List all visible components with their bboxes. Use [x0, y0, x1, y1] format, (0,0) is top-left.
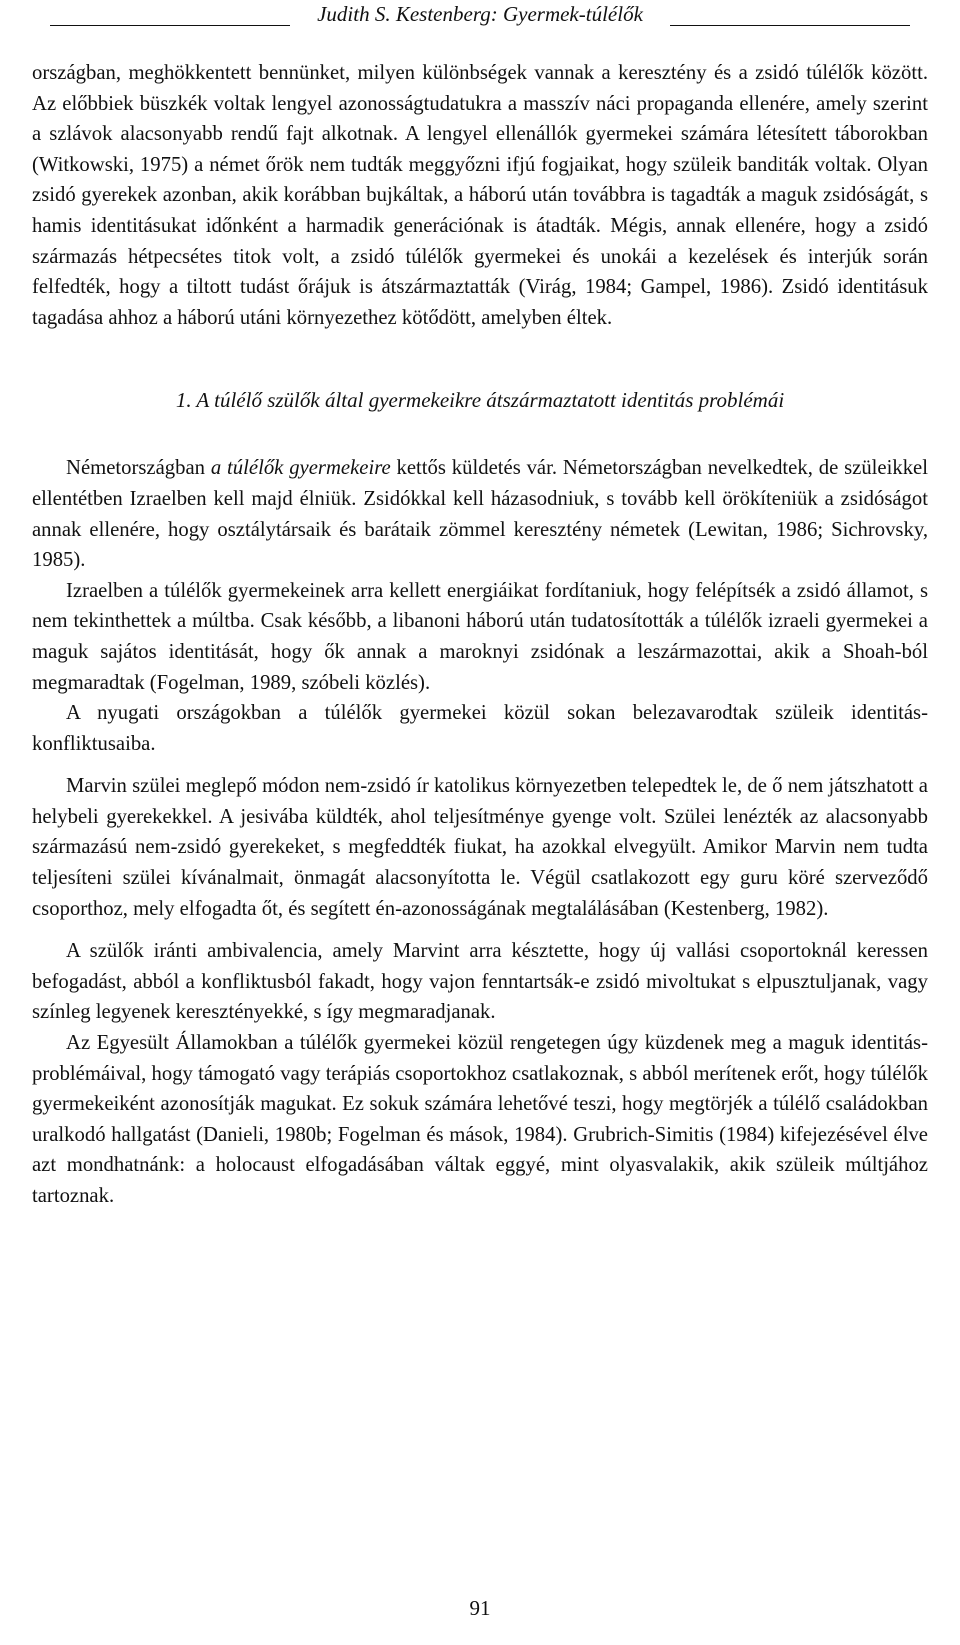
spacer: [32, 759, 928, 771]
header-rule-left: [50, 25, 290, 26]
paragraph-germany: [32, 453, 928, 575]
document-page: [32, 0, 928, 1645]
paragraph-ambivalence: A szülők iránti ambivalencia, amely Marvint arra késztette, hogy új vallási csoportoknál keressen befogadást, abból a konfliktusból fakadt, hogy vajon fenntartsák-e zsidó mivoltukat s elpusztuljanak, vagy színleg legyenek keresztényekké, s így megmaradjanak.: [32, 940, 928, 1024]
paragraph-united-states: Az Egyesült Államokban a túlélők gyermekei közül rengetegen úgy küzdenek meg a maguk identitás-problémáival, hogy támogató vagy terápiás csoportokhoz csatlakoznak, s abból merítenek erőt, hogy túlélők gyermekeiként azonosítják magukat. Ez sokuk számára lehetővé teszi, hogy megtörjék a túlélő családokban uralkodó hallgatást (Danieli, 1980b; Fogelman és mások, 1984). Grubrich-Simitis (1984) kifejezésével élve azt mondhatnánk: a holocaust elfogadásában váltak eggyé, mint olyasvalakik, akik szüleik múltjához tartoznak.: [32, 1032, 928, 1207]
paragraph-germany-emphasis: a túlélők gyermekeire: [210, 457, 391, 480]
spacer: [32, 924, 928, 936]
paragraph-germany-rest: kettős küldetés vár. Németországban nevelkedtek, de szüleikkel ellentétben Izraelben kell majd élniük. Zsidókkal kell házasodniuk, s tovább kell örökíteniük a zsidóságot annak ellenére, hogy osztálytársaik és barátaik zömmel keresztény németek (Lewitan, 1986; Sichrovsky, 1985).: [32, 457, 928, 572]
running-header: [32, 0, 928, 30]
header-rule-right: [670, 25, 910, 26]
section-heading: 1. A túlélő szülők által gyermekeikre átszármaztatott identitás problémái: [175, 388, 785, 413]
paragraph-identity-poland: országban, meghökkentett bennünket, milyen különbségek vannak a keresztény és a zsidó túlélők között. Az előbbiek büszkék voltak lengyel azonosságtudatukra a masszív náci propaganda ellenére, amely szerint a szlávok alacsonyabb rendű fajt alkotnak. A lengyel ellenállók gyermekei számára létesített táborokban (Witkowski, 1975) a német őrök nem tudták meggyőzni ifjú fogjaikat, hogy szüleik banditák voltak. Olyan zsidó gyerekek azonban, akik korábban bujkáltak, a háború után továbbra is tagadták a maguk zsidóságát, s hamis identitásukat időnként a harmadik generációnak is átadták. Mégis, annak ellenére, hogy a zsidó származás hétpecsétes titok volt, a zsidó túlélők gyermekei és unokái a kezelések és interjúk során felfedték, hogy a tiltott tudást őrájuk is átszármaztatták (Virág, 1984; Gampel, 1986). Zsidó identitásuk tagadása ahhoz a háború utáni környezethez kötődött, amelyben éltek.: [32, 62, 928, 329]
paragraph-israel: Izraelben a túlélők gyermekeinek arra kellett energiáikat fordítaniuk, hogy felépítsék a zsidó államot, s nem tekinthettek a múltba. Csak később, a libanoni háború után tudatosították a túlélők izraeli gyermekei a maguk sajátos identitását, hogy ők annak a maroknyi zsidónak a leszármazottai, akik a Shoah-ból megmaradtak (Fogelman, 1989, szóbeli közlés).: [32, 579, 928, 694]
paragraph-germany-lead: Németországban: [66, 457, 211, 480]
paragraph-marvin-case: Marvin szülei meglepő módon nem-zsidó ír katolikus környezetben telepedtek le, de ő nem játszhatott a helybeli gyerekekkel. A jesivába küldték, ahol teljesítménye gyenge volt. Szülei lenézték az alacsonyabb származású nem-zsidó gyerekeket, s megfeddték fiukat, ha azokkal elvegyült. Amikor Marvin nem tudta teljesíteni szülei kívánalmait, önmagát alacsonyította le. Végül csatlakozott egy guru köré szerveződő csoporthoz, mely elfogadta őt, és segített én-azonosságának megtalálásában (Kestenberg, 1982).: [32, 775, 928, 920]
page-number: 91: [469, 1596, 491, 1620]
running-title: Judith S. Kestenberg: Gyermek-túlélők: [317, 2, 643, 26]
body-text: [32, 58, 928, 1212]
paragraph-western-countries: A nyugati országokban a túlélők gyermekei közül sokan belezavarodtak szüleik identitás-konfliktusaiba.: [32, 702, 928, 755]
